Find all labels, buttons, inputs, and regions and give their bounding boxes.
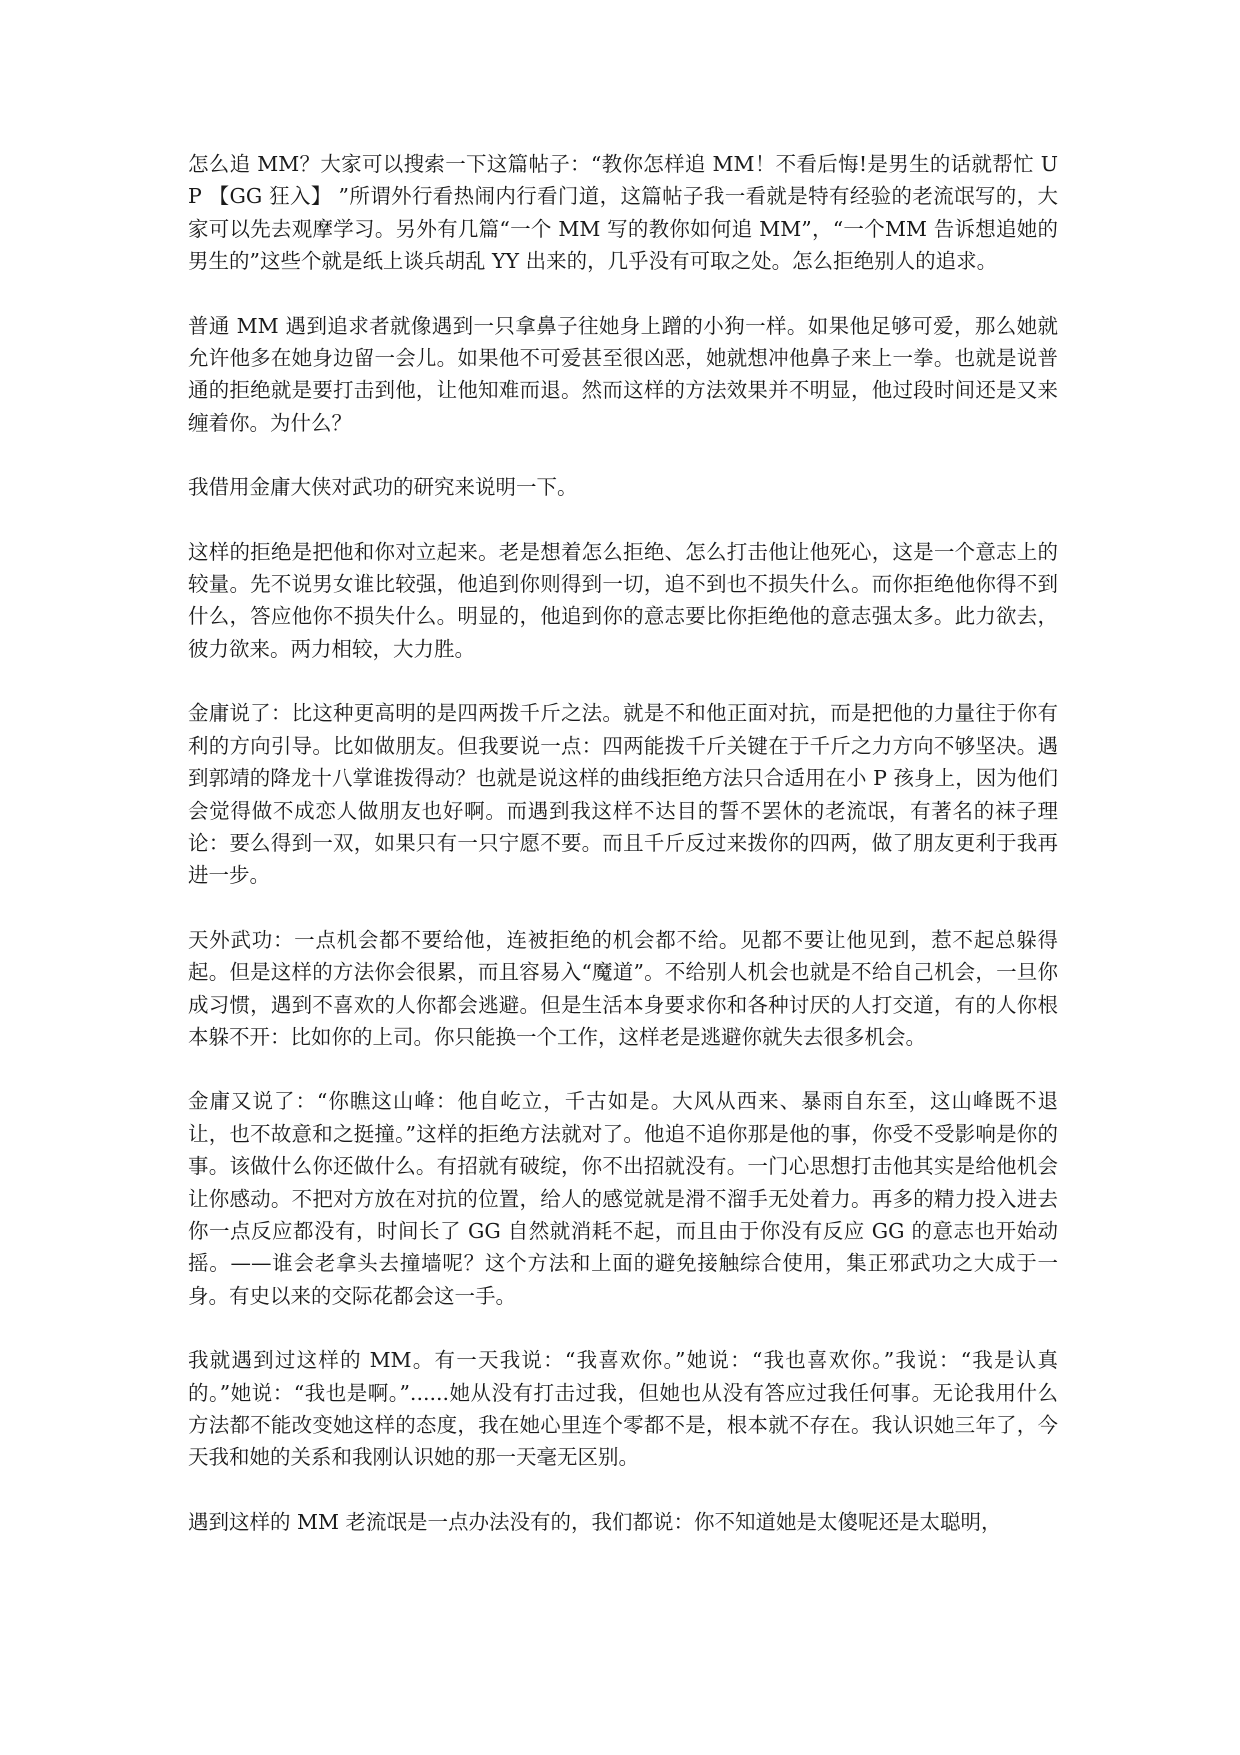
paragraph-8: 我就遇到过这样的 MM。有一天我说：“我喜欢你。”她说：“我也喜欢你。”我说：“我是认真的。”她说：“我也是啊。”......她从没有打击过我，但她也从没有答应过我任何事。无论我用什么方法都不能改变她这样的态度，我在她心里连个零都不是，根本就不存在。我认识她三年了，今天我和她的关系和我刚认识她的那一天毫无区别。: [188, 1348, 1058, 1470]
paragraph-9: 遇到这样的 MM 老流氓是一点办法没有的，我们都说：你不知道她是太傻呢还是太聪明，: [188, 1509, 1002, 1534]
paragraph-4: 这样的拒绝是把他和你对立起来。老是想着怎么拒绝、怎么打击他让他死心，这是一个意志上的较量。先不说男女谁比较强，他追到你则得到一切，追不到也不损失什么。而你拒绝他你得不到什么，答应他你不损失什么。明显的，他追到你的意志要比你拒绝他的意志强太多。此力欲去，彼力欲来。两力相较，大力胜。: [188, 539, 1058, 661]
paragraph-3: 我借用金庸大侠对武功的研究来说明一下。: [188, 475, 578, 500]
paragraph-2: 普通 MM 遇到追求者就像遇到一只拿鼻子往她身上蹭的小狗一样。如果他足够可爱，那么她就允许他多在她身边留一会儿。如果他不可爱甚至很凶恶，她就想冲他鼻子来上一拳。也就是说普通的拒绝就是要打击到他，让他知难而退。然而这样的方法效果并不明显，他过段时间还是又来缠着你。为什么？: [188, 313, 1058, 435]
paragraph-5: 金庸说了：比这种更高明的是四两拨千斤之法。就是不和他正面对抗，而是把他的力量往于你有利的方向引导。比如做朋友。但我要说一点：四两能拨千斤关键在于千斤之力方向不够坚决。遇到郭靖的降龙十八掌谁拨得动？也就是说这样的曲线拒绝方法只合适用在小 P 孩身上，因为他们会觉得做不成恋人做朋友也好啊。而遇到我这样不达目的誓不罢休的老流氓，有著名的袜子理论：要么得到一双，如果只有一只宁愿不要。而且千斤反过来拨你的四两，做了朋友更利于我再进一步。: [188, 701, 1058, 888]
paragraph-6: 天外武功：一点机会都不要给他，连被拒绝的机会都不给。见都不要让他见到，惹不起总躲得起。但是这样的方法你会很累，而且容易入“魔道”。不给别人机会也就是不给自己机会，一旦你成习惯，遇到不喜欢的人你都会逃避。但是生活本身要求你和各种讨厌的人打交道，有的人你根本躲不开：比如你的上司。你只能换一个工作，这样老是逃避你就失去很多机会。: [188, 927, 1058, 1049]
paragraph-1: 怎么追 MM？大家可以搜索一下这篇帖子：“教你怎样追 MM！不看后悔!是男生的话就帮忙 UP 【GG 狂入】 ”所谓外行看热闹内行看门道，这篇帖子我一看就是特有经验的老流氓写的，大家可以先去观摩学习。另外有几篇“一个 MM 写的教你如何追 MM”，“一个MM 告诉想追她的男生的”这些个就是纸上谈兵胡乱 YY 出来的，几乎没有可取之处。怎么拒绝别人的追求。: [188, 152, 1058, 274]
paragraph-7: 金庸又说了：“你瞧这山峰：他自屹立，千古如是。大风从西来、暴雨自东至，这山峰既不退让，也不故意和之挺撞。”这样的拒绝方法就对了。他追不追你那是他的事，你受不受影响是你的事。该做什么你还做什么。有招就有破绽，你不出招就没有。一门心思想打击他其实是给他机会让你感动。不把对方放在对抗的位置，给人的感觉就是滑不溜手无处着力。再多的精力投入进去你一点反应都没有，时间长了 GG 自然就消耗不起，而且由于你没有反应 GG 的意志也开始动摇。——谁会老拿头去撞墙呢？这个方法和上面的避免接触综合使用，集正邪武功之大成于一身。有史以来的交际花都会这一手。: [188, 1089, 1058, 1308]
document-page: [188, 148, 1058, 1570]
